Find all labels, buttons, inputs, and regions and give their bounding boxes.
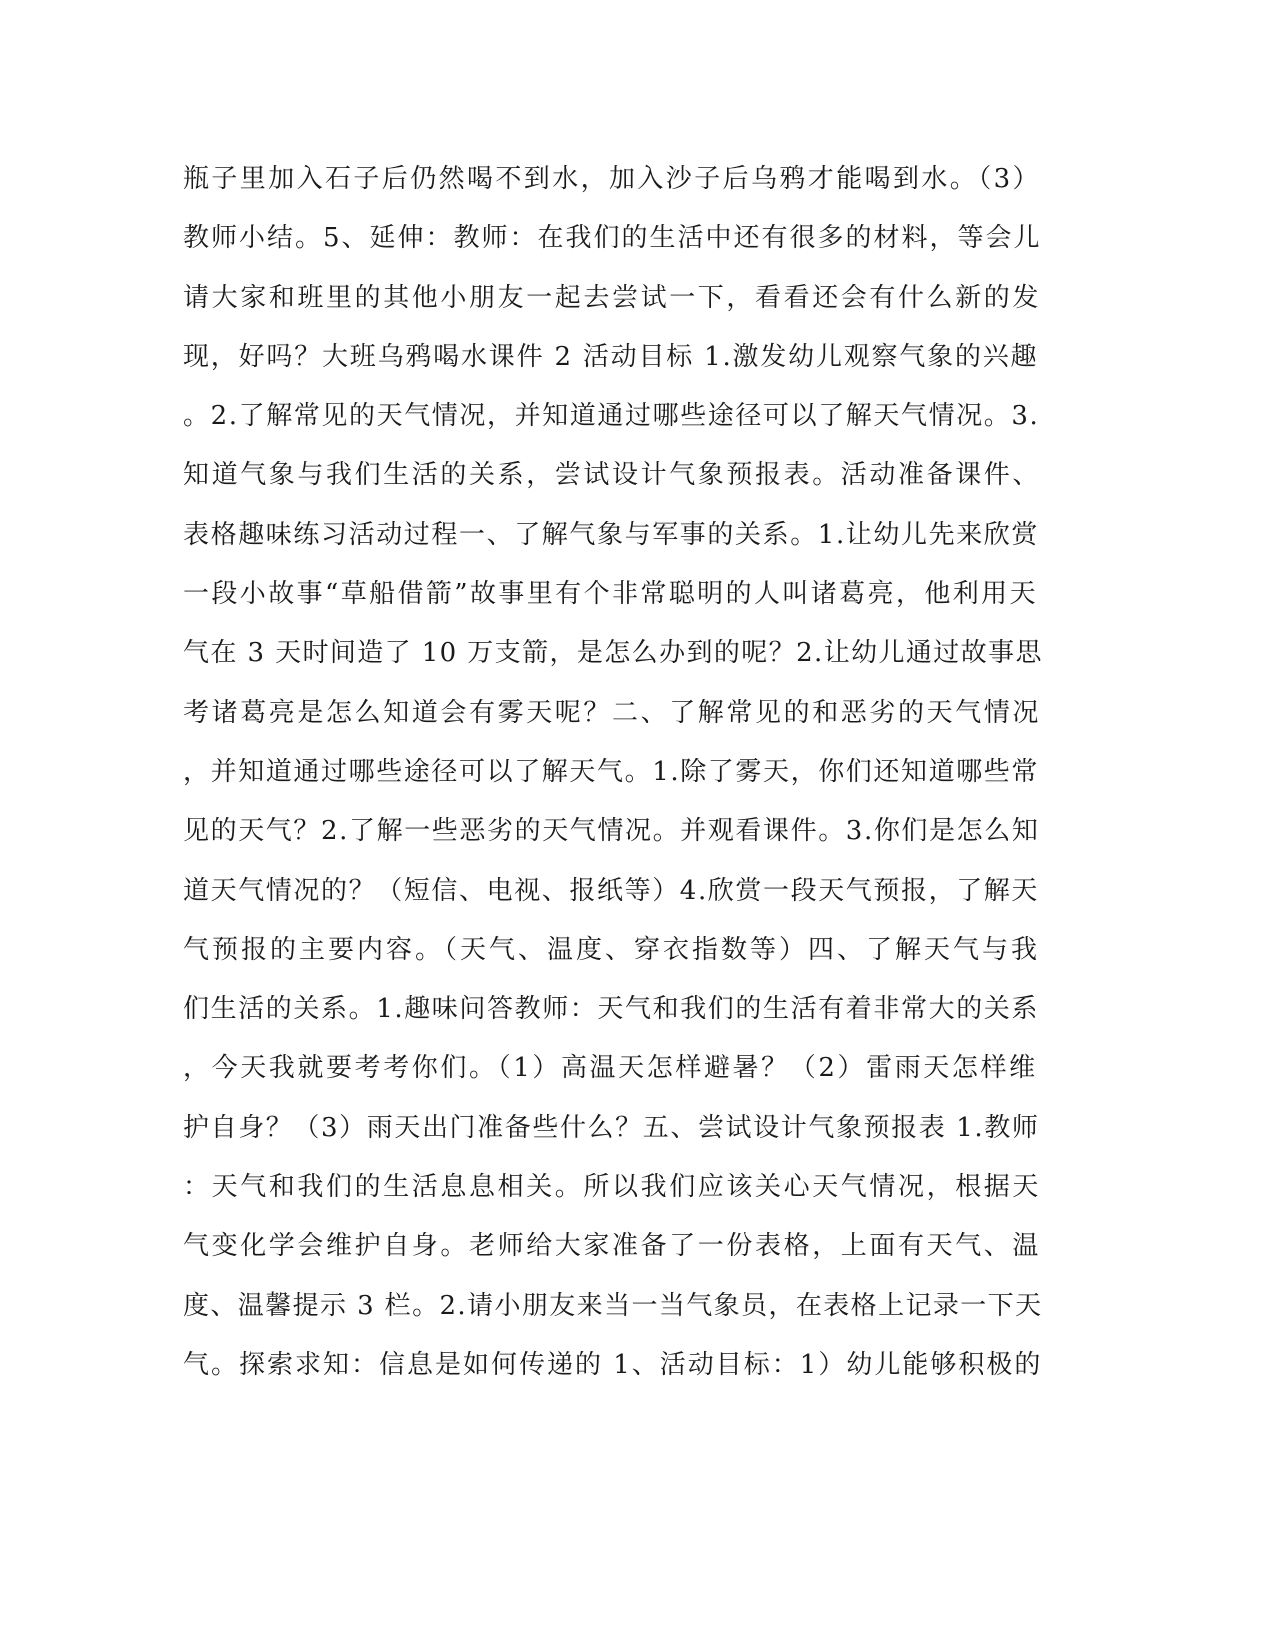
- text-line: 气在 3 天时间造了 10 万支箭，是怎么办到的呢？2.让幼儿通过故事思: [183, 638, 1043, 669]
- text-line: 考诸葛亮是怎么知道会有雾天呢？二、了解常见的和恶劣的天气情况: [183, 697, 1042, 728]
- text-line: 度、温馨提示 3 栏。2.请小朋友来当一当气象员，在表格上记录一下天: [183, 1290, 1043, 1321]
- text-line: ，并知道通过哪些途径可以了解天气。1.除了雾天，你们还知道哪些常: [183, 756, 1040, 787]
- text-line: ：天气和我们的生活息息相关。所以我们应该关心天气情况，根据天: [183, 1172, 1042, 1203]
- text-line: 气预报的主要内容。（天气、温度、穿衣指数等）四、了解天气与我: [183, 934, 1041, 965]
- text-line: 瓶子里加入石子后仍然喝不到水，加入沙子后乌鸦才能喝到水。（3）: [183, 164, 1041, 194]
- text-line: 现，好吗？大班乌鸦喝水课件 2 活动目标 1.激发幼儿观察气象的兴趣: [183, 341, 1039, 372]
- text-line: 气变化学会维护自身。老师给大家准备了一份表格，上面有天气、温: [183, 1231, 1042, 1262]
- text-line: 气。探索求知：信息是如何传递的 1、活动目标：1）幼儿能够积极的: [183, 1349, 1043, 1380]
- text-line: 道天气情况的？（短信、电视、报纸等）4.欣赏一段天气预报，了解天: [183, 875, 1040, 906]
- text-line: 护自身？（3）雨天出门准备些什么？五、尝试设计气象预报表 1.教师: [183, 1112, 1040, 1143]
- text-line: 们生活的关系。1.趣味问答教师：天气和我们的生活有着非常大的关系: [183, 994, 1040, 1025]
- text-line: 。2.了解常见的天气情况，并知道通过哪些途径可以了解天气情况。3.: [183, 401, 1040, 432]
- text-line: 表格趣味练习活动过程一、了解气象与军事的关系。1.让幼儿先来欣赏: [183, 519, 1040, 550]
- text-line: 见的天气？2.了解一些恶劣的天气情况。并观看课件。3.你们是怎么知: [183, 816, 1040, 847]
- text-line: 教师小结。5、延伸：教师：在我们的生活中还有很多的材料，等会儿: [183, 223, 1042, 254]
- text-line: 知道气象与我们生活的关系，尝试设计气象预报表。活动准备课件、: [183, 460, 1042, 491]
- body-text: [183, 150, 1043, 1395]
- text-line: 请大家和班里的其他小朋友一起去尝试一下，看看还会有什么新的发: [183, 282, 1042, 313]
- text-line: 一段小故事“草船借箭”故事里有个非常聪明的人叫诸葛亮，他利用天: [183, 579, 1038, 610]
- text-line: ，今天我就要考考你们。（1）高温天怎样避暑？（2）雷雨天怎样维: [183, 1053, 1038, 1084]
